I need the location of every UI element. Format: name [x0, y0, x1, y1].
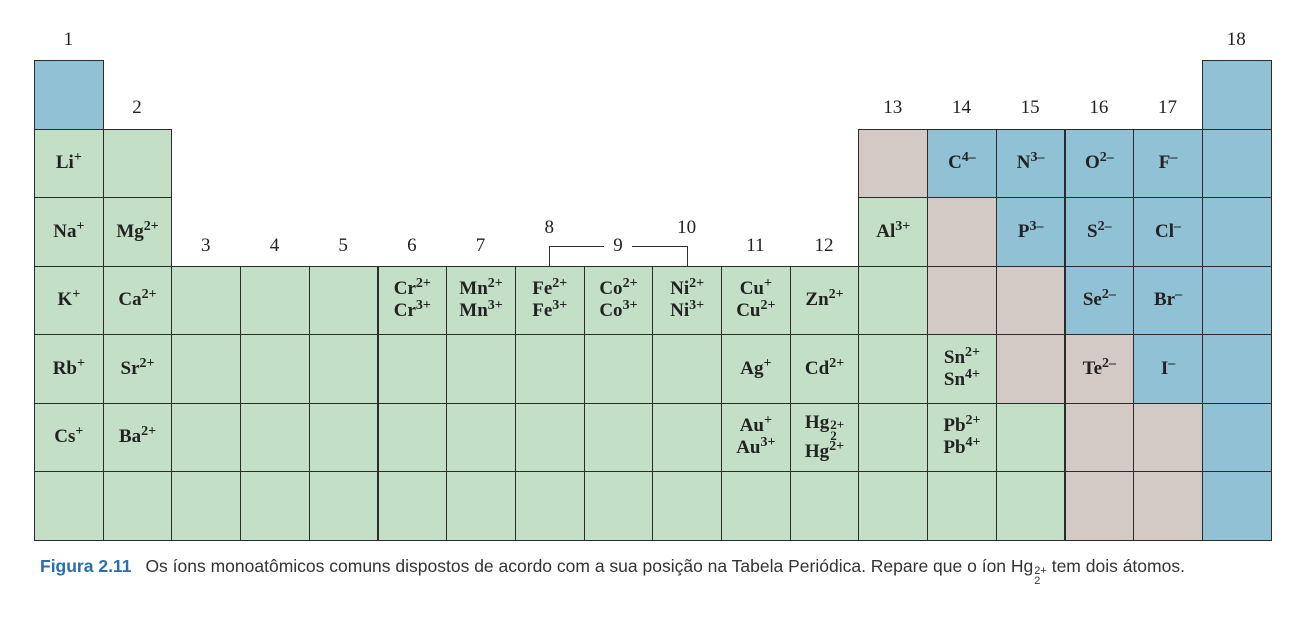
ion-formula: $Cu^{2+}$ — [736, 298, 776, 322]
ion-list — [1159, 152, 1178, 174]
ion-formula: Cu+ — [739, 276, 772, 300]
ion-formula: K+ — [57, 287, 81, 311]
element-cell — [309, 471, 379, 541]
ion-formula: $Fe^{2+}$ — [532, 276, 568, 300]
element-cell — [584, 471, 654, 541]
element-cell-sn — [927, 334, 997, 404]
group-label-8: 8 — [544, 217, 554, 238]
group-label-3: 3 — [201, 235, 211, 256]
ion-list — [599, 278, 637, 322]
element-cell — [858, 403, 928, 473]
element-cell-na — [34, 197, 104, 267]
ion-list — [1087, 218, 1112, 243]
ion-list — [876, 218, 911, 243]
element-cell — [171, 403, 241, 473]
element-cell-te — [1065, 334, 1135, 404]
caption-text-before: Os íons monoatômicos comuns dispostos de acordo com a sua posição na Tabela Periódica. Repare que o íon — [145, 556, 1007, 576]
element-cell — [240, 334, 310, 404]
ion-list — [1082, 355, 1117, 380]
group-label-7: 7 — [475, 235, 486, 256]
caption-text-after: tem dois átomos. — [1051, 556, 1185, 576]
group-label-16: 16 — [1089, 97, 1109, 118]
ion-list — [459, 278, 502, 322]
ion-formula: $P^{3-}$ — [1017, 218, 1044, 242]
element-cell-li — [34, 129, 104, 199]
element-cell — [1202, 334, 1272, 404]
element-cell-o — [1065, 129, 1135, 199]
element-cell — [1202, 403, 1272, 473]
ion-formula: $N^{3-}$ — [1016, 150, 1045, 174]
ion-formula: $Al^{3+}$ — [876, 218, 911, 242]
element-cell-br — [1133, 266, 1203, 336]
ion-formula: $Ba^{2+}$ — [118, 424, 157, 448]
element-cell-c — [927, 129, 997, 199]
element-cell — [1202, 60, 1272, 130]
caption-formula-subscript: 2 — [1034, 575, 1041, 587]
ion-formula: $Ni^{2+}$ — [670, 276, 705, 300]
ion-formula: Au+ — [739, 413, 772, 437]
ion-formula: $Pb^{2+}$ — [943, 413, 981, 437]
ion-formula: $Se^{2-}$ — [1082, 287, 1116, 311]
ion-formula: F– — [1158, 150, 1178, 174]
element-cell — [103, 129, 173, 199]
element-cell — [1065, 471, 1135, 541]
ion-formula: Hg 2+ 2 — [804, 411, 845, 443]
figure-caption — [40, 554, 1280, 586]
element-cell — [652, 403, 722, 473]
group-label-18: 18 — [1226, 29, 1246, 50]
element-cell — [1202, 197, 1272, 267]
element-cell — [927, 266, 997, 336]
element-cell — [1065, 403, 1135, 473]
ion-formula: $Mn^{2+}$ — [459, 276, 503, 300]
element-cell-cr — [378, 266, 448, 336]
element-cell — [378, 403, 448, 473]
caption-formula-charge: 2+ — [1034, 565, 1047, 577]
element-cell — [309, 266, 379, 336]
group-label-4: 4 — [269, 235, 280, 256]
element-cell-cs — [34, 403, 104, 473]
ion-formula: Ag+ — [740, 355, 772, 379]
ion-list — [532, 278, 567, 322]
ion-formula: $Hg^{2+}$ — [804, 438, 845, 462]
element-cell — [446, 403, 516, 473]
ion-list — [56, 152, 82, 174]
ion-formula: $Fe^{3+}$ — [532, 298, 568, 322]
ion-list — [943, 344, 980, 391]
element-cell-cu — [721, 266, 791, 336]
ion-list — [119, 426, 156, 448]
element-cell-ag — [721, 334, 791, 404]
element-cell-zn — [790, 266, 860, 336]
ion-list — [1160, 355, 1176, 380]
element-cell-n — [996, 129, 1066, 199]
ion-list — [54, 426, 83, 448]
element-cell — [584, 334, 654, 404]
element-cell-al — [858, 197, 928, 267]
ion-list — [736, 415, 775, 459]
element-cell — [171, 266, 241, 336]
element-cell — [240, 403, 310, 473]
ion-list — [1085, 152, 1114, 174]
ion-formula: $Pb^{4+}$ — [943, 435, 981, 459]
group-label-11: 11 — [746, 235, 765, 256]
element-cell — [790, 471, 860, 541]
element-cell-ni — [652, 266, 722, 336]
element-cell — [515, 403, 585, 473]
element-cell-fe — [515, 266, 585, 336]
element-cell — [378, 334, 448, 404]
element-cell — [858, 266, 928, 336]
element-cell-mn — [446, 266, 516, 336]
ion-formula: $Au^{3+}$ — [736, 435, 776, 459]
element-cell-se — [1065, 266, 1135, 336]
element-cell-k — [34, 266, 104, 336]
element-cell-pb — [927, 403, 997, 473]
element-cell — [240, 266, 310, 336]
group-label-17: 17 — [1158, 97, 1178, 118]
ion-formula: Li+ — [55, 150, 82, 174]
element-cell — [996, 266, 1066, 336]
element-cell-au — [721, 403, 791, 473]
element-cell — [171, 334, 241, 404]
ion-list — [1083, 289, 1116, 311]
ion-formula: $Cr^{3+}$ — [393, 298, 431, 322]
element-cell — [996, 334, 1066, 404]
bracket-tick — [687, 246, 688, 266]
ion-list — [943, 415, 980, 459]
ion-formula: $Ni^{3+}$ — [670, 298, 705, 322]
group-label-15: 15 — [1020, 97, 1040, 118]
element-cell — [927, 197, 997, 267]
element-cell — [446, 471, 516, 541]
element-cell — [309, 334, 379, 404]
element-cell — [240, 471, 310, 541]
element-cell-f — [1133, 129, 1203, 199]
ion-list — [118, 289, 156, 311]
bracket-line-left — [549, 246, 604, 247]
caption-formula-symbol: Hg — [1010, 556, 1034, 576]
element-cell — [1202, 129, 1272, 199]
bracket-line-right — [632, 246, 687, 247]
ion-formula: $Co^{2+}$ — [599, 276, 638, 300]
group-label-2: 2 — [132, 97, 142, 118]
element-cell-s — [1065, 197, 1135, 267]
element-cell — [378, 471, 448, 541]
ion-list — [1017, 218, 1044, 243]
element-cell — [652, 471, 722, 541]
element-cell — [721, 471, 791, 541]
ion-formula: $Ca^{2+}$ — [118, 287, 157, 311]
ion-list — [1154, 289, 1182, 311]
element-cell-sr — [103, 334, 173, 404]
ion-formula: Br– — [1153, 287, 1183, 311]
ion-list — [805, 289, 843, 311]
element-cell — [584, 403, 654, 473]
group-label-10: 10 — [677, 217, 697, 238]
element-cell-cl — [1133, 197, 1203, 267]
element-cell — [34, 471, 104, 541]
caption-formula — [1010, 556, 1047, 587]
ion-formula: $S^{2-}$ — [1087, 218, 1112, 242]
ion-formula: $Sn^{2+}$ — [943, 344, 980, 368]
ion-list — [57, 289, 80, 311]
ion-list — [1155, 218, 1182, 243]
ion-list — [948, 152, 976, 174]
ion-formula: Cl– — [1155, 218, 1182, 242]
group-label-14: 14 — [951, 97, 971, 118]
bracket-tick — [549, 246, 550, 266]
ion-formula: I– — [1160, 355, 1176, 379]
ion-list — [120, 355, 155, 380]
element-cell-i — [1133, 334, 1203, 404]
ion-formula: Na+ — [53, 218, 85, 242]
element-cell-ca — [103, 266, 173, 336]
element-cell — [996, 403, 1066, 473]
element-cell — [858, 129, 928, 199]
ion-list — [670, 278, 704, 322]
group-label-9: 9 — [613, 235, 623, 256]
ion-formula: Rb+ — [52, 355, 85, 379]
element-cell — [103, 471, 173, 541]
ion-formula: $Co^{3+}$ — [599, 298, 638, 322]
caption-label: Figura 2.11 — [40, 556, 132, 576]
ion-list — [53, 218, 85, 243]
ion-list — [52, 355, 85, 380]
ion-list — [740, 355, 772, 380]
ion-list — [736, 278, 775, 322]
ion-formula: $Mn^{3+}$ — [459, 298, 503, 322]
element-cell — [515, 334, 585, 404]
element-cell-cd — [790, 334, 860, 404]
group-label-6: 6 — [407, 235, 417, 256]
ion-formula: $Sr^{2+}$ — [120, 355, 155, 379]
element-cell-mg — [103, 197, 173, 267]
ion-formula: $Mg^{2+}$ — [116, 218, 159, 242]
ion-formula: $Te^{2-}$ — [1082, 355, 1117, 379]
element-cell — [858, 471, 928, 541]
element-cell — [1133, 471, 1203, 541]
element-cell-rb — [34, 334, 104, 404]
element-cell — [652, 334, 722, 404]
group-label-12: 12 — [814, 235, 834, 256]
element-cell — [1202, 266, 1272, 336]
group-label-13: 13 — [883, 97, 903, 118]
element-cell — [34, 60, 104, 130]
ion-formula: $Sn^{4+}$ — [943, 366, 980, 390]
element-cell — [996, 471, 1066, 541]
ion-list — [805, 412, 844, 463]
element-cell — [446, 334, 516, 404]
ion-formula: $Cr^{2+}$ — [393, 276, 431, 300]
element-cell-hg — [790, 403, 860, 473]
ion-list — [116, 218, 159, 243]
ion-formula: $Cd^{2+}$ — [804, 355, 845, 379]
element-cell — [858, 334, 928, 404]
element-cell — [927, 471, 997, 541]
ion-formula: $Zn^{2+}$ — [805, 287, 844, 311]
ion-formula: Cs+ — [54, 424, 84, 448]
element-cell — [515, 471, 585, 541]
ion-formula: $O^{2-}$ — [1084, 150, 1114, 174]
element-cell-p — [996, 197, 1066, 267]
ion-formula: $C^{4-}$ — [948, 150, 976, 174]
element-cell — [1202, 471, 1272, 541]
ion-list — [394, 278, 431, 322]
group-label-5: 5 — [338, 235, 348, 256]
ion-list — [1017, 152, 1045, 174]
element-cell — [171, 471, 241, 541]
element-cell — [1133, 403, 1203, 473]
ion-list — [804, 355, 845, 380]
element-cell-ba — [103, 403, 173, 473]
group-label-1: 1 — [63, 29, 74, 50]
element-cell-co — [584, 266, 654, 336]
element-cell — [309, 403, 379, 473]
